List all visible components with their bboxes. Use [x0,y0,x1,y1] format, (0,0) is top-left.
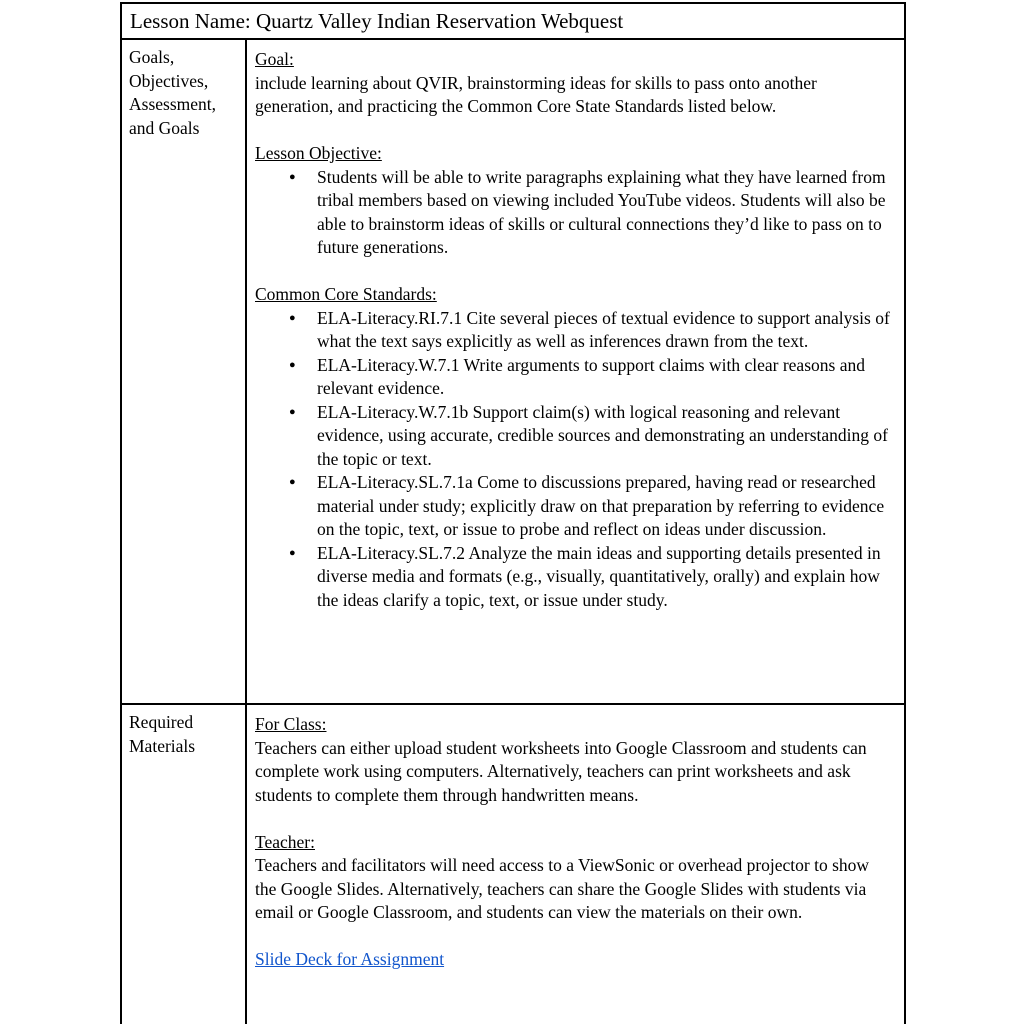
section-heading-goal: Goal: [255,49,294,69]
common-core-bullet-list [255,307,892,613]
section-paragraph-goal: include learning about QVIR, brainstorming ideas for skills to pass onto another generation, and practicing the Common Core State Standards listed below. [255,72,817,116]
section-heading-for-class: For Class: [255,714,327,734]
bullet-icon: ● [289,170,296,183]
bullet-icon: ● [289,405,296,418]
list-item [289,166,892,260]
list-item [289,354,892,401]
slide-deck-link[interactable]: Slide Deck for Assignment [255,949,445,969]
section-paragraph-teacher: Teachers and facilitators will need access to a ViewSonic or overhead projector to show the Google Slides. Alternatively, teachers can share the Google Slides with students via email or Google Classroom, and students can view the materials on their own. [255,855,870,922]
list-item [289,542,892,613]
list-item [289,471,892,542]
section-heading-teacher: Teacher: [255,831,315,852]
row-content-goals [247,40,904,703]
section-lesson-objective [255,142,892,260]
lesson-plan-table [120,2,906,1024]
section-for-class [255,713,892,807]
section-heading-lesson-objective: Lesson Objective: [255,143,382,163]
row-header-required-materials: Required Materials [122,705,247,1024]
section-heading-common-core-standards: Common Core Standards: [255,284,437,304]
bullet-text: ELA-Literacy.W.7.1 Write arguments to support claims with clear reasons and relevant evidence. [317,354,865,398]
bullet-text: ELA-Literacy.RI.7.1 Cite several pieces of textual evidence to support analysis of what the text says explicitly as well as inferences drawn from the text. [317,307,890,351]
bullet-icon: ● [289,546,296,559]
section-teacher [255,831,892,925]
list-item [289,307,892,354]
section-common-core-standards [255,283,892,612]
row-content-required-materials [247,705,904,1024]
lesson-objective-bullet-list [255,166,892,260]
bullet-text: ELA-Literacy.SL.7.1a Come to discussions prepared, having read or researched material under study; explicitly draw on that preparation by referring to evidence on the topic, text, or issue to probe and reflect on ideas under discussion. [317,472,885,539]
bullet-text: ELA-Literacy.SL.7.2 Analyze the main ideas and supporting details presented in diverse media and formats (e.g., visually, quantitatively, orally) and explain how the ideas clarify a topic, text, or issue under study. [317,542,881,610]
bullet-icon: ● [289,476,296,488]
lesson-name-row [120,2,906,40]
row-header-goals: Goals, Objectives, Assessment, and Goals [122,40,247,703]
table-row-goals [120,40,906,705]
section-slide-deck-link [255,948,892,972]
bullet-icon: ● [289,311,296,324]
bullet-text: Students will be able to write paragraphs explaining what they have learned from tribal members based on viewing included YouTube videos. Students will also be able to brainstorm ideas of skills or cultural connections they’d like to pass on to future generations. [317,166,886,257]
section-paragraph-for-class: Teachers can either upload student worksheets into Google Classroom and students can complete work using computers. Alternatively, teachers can print worksheets and ask students to complete them through handwritten means. [255,737,867,805]
lesson-name-title: Lesson Name: Quartz Valley Indian Reservation Webquest [130,8,624,33]
list-item [289,401,892,472]
bullet-text: ELA-Literacy.W.7.1b Support claim(s) with logical reasoning and relevant evidence, using accurate, credible sources and demonstrating an understanding of the topic or text. [317,401,888,469]
section-goal [255,48,892,119]
table-row-required-materials [120,705,906,1024]
bullet-icon: ● [289,358,296,371]
